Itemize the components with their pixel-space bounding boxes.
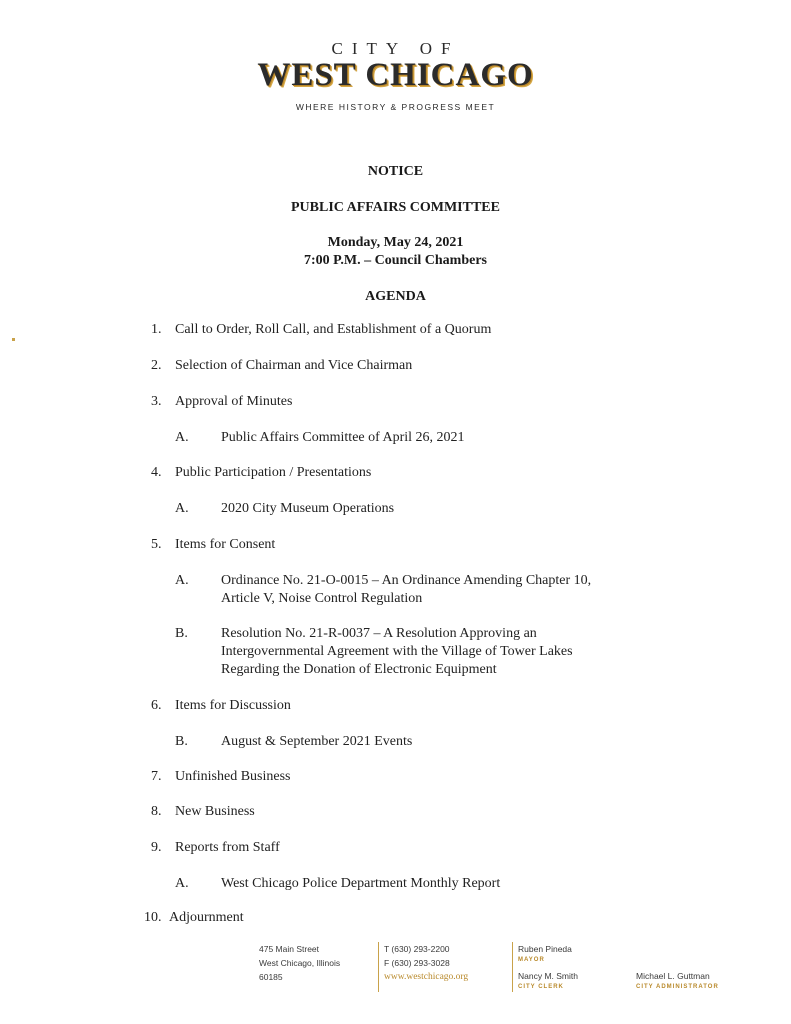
footer-divider-1 bbox=[378, 942, 379, 992]
committee-heading: PUBLIC AFFAIRS COMMITTEE bbox=[291, 200, 500, 215]
mayor-role: MAYOR bbox=[518, 957, 545, 963]
agenda-heading: AGENDA bbox=[365, 289, 426, 304]
clerk-role: CITY CLERK bbox=[518, 984, 564, 990]
footer-administrator bbox=[636, 969, 719, 991]
clerk-name: Nancy M. Smith bbox=[518, 971, 578, 981]
logo-main-text: WEST CHICAGO bbox=[257, 57, 534, 93]
mayor-name: Ruben Pineda bbox=[518, 944, 572, 954]
footer-officials bbox=[518, 942, 578, 991]
city-logo bbox=[0, 40, 791, 112]
scan-mark bbox=[12, 338, 15, 341]
footer-address: 475 Main Street West Chicago, Illinois 60185 bbox=[259, 944, 341, 982]
meeting-date: Monday, May 24, 2021 bbox=[327, 235, 464, 250]
footer-divider-2 bbox=[512, 942, 513, 992]
logo-top-text: CITY OF bbox=[331, 39, 460, 58]
meeting-time-place: 7:00 P.M. – Council Chambers bbox=[303, 253, 488, 268]
logo-tagline: WHERE HISTORY & PROGRESS MEET bbox=[295, 102, 496, 112]
footer-website-link[interactable]: www.westchicago.org bbox=[384, 972, 469, 982]
admin-name: Michael L. Guttman bbox=[636, 971, 710, 981]
admin-role: CITY ADMINISTRATOR bbox=[636, 984, 719, 990]
notice-heading: NOTICE bbox=[367, 164, 424, 179]
footer-contact: T (630) 293-2200 F (630) 293-3028 www.westchicago.org bbox=[384, 944, 469, 982]
